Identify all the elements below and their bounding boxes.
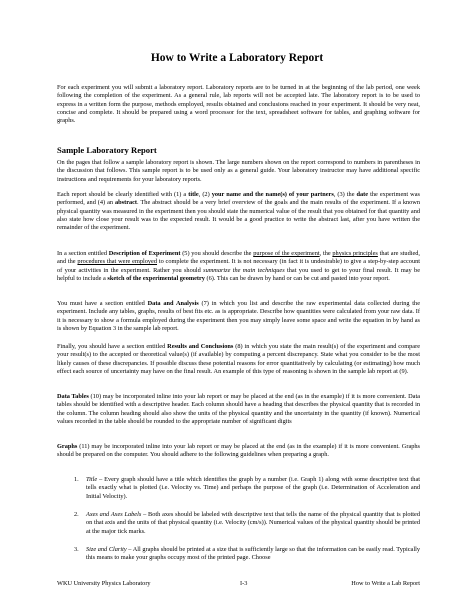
list-number: 2. (74, 511, 79, 518)
term-purpose: purpose of the experiment (253, 250, 320, 257)
text-run: (5) you should describe the (180, 250, 254, 257)
term-graphs: Graphs (57, 443, 78, 450)
list-text: – Every graph should have a title which identifies the graph by a number (i.e. Graph 1) along with some descriptive text that tells exactly what is plotted (i.e. Velocity vs. Time) and perhaps the purpose of the graph (i.e. Determination of Acceleration and Initial Velocity). (86, 476, 420, 500)
text-run: that are studied, and the (57, 250, 420, 266)
footer-page-number: I-3 (240, 580, 248, 587)
text-run: Finally, you should have a section entitled (57, 343, 168, 350)
page-title: How to Write a Laboratory Report (150, 52, 324, 64)
term-data-tables: Data Tables (57, 393, 89, 400)
term-results-and-conclusions: Results and Conclusions (167, 343, 234, 350)
footer-left: WKU University Physics Laboratory (57, 580, 151, 587)
term-sketch: sketch of the experimental geometry (107, 274, 205, 282)
paragraph-data-tables (57, 393, 420, 426)
text-run: (10) may be incorporated inline into your lab report or may be placed at the end (as in the example) if it is more convenient. Data tables should be identified with a descriptive header. Each column should have a heading that describes the physical quantity that is recorded in the column. The column heading should also show the units of the physical quantity and the uncertainty in the quantity (if known). Numerical values recorded in the table should be rounded to the appropriate number of significant digits (57, 393, 420, 425)
text-run: (8) in which you state the main result(s) of the experiment and compare your result(s) to the accepted or theoretical value(s) (if available) by computing a percent discrepancy. State what you consider to be the most likely causes of these discrepancies. If possible discuss these potential reasons for error quantitatively by calculating (or estimating) how much effect each source of uncertainty may have on the final result. An example of this type of reasoning is shown in the sample lab report at (9). (57, 343, 420, 375)
footer-right: How to Write a Lab Report (351, 580, 420, 587)
list-number: 3. (74, 546, 79, 553)
list-text: – Both axes should be labeled with descriptive text that tells the name of the physical quantity that is plotted on that axis and the units of that physical quantity (i.e. Velocity (cm/s)). Numerical values of the physical quantity should be printed at the major tick marks. (86, 511, 420, 535)
term-abstract: abstract (115, 199, 138, 207)
term-procedures: procedures that were employed (77, 258, 158, 266)
intro-paragraph: For each experiment you will submit a laboratory report. Laboratory reports are to be turned in at the beginning of the lab period, one week following the completion of the experiment. As a general rule, lab reports will not be accepted late. The laboratory report is to be used to express in a written form the purpose, methods employed, results obtained and conclusions reached in your experiment. It should be very neat, concise and complete. It should be prepared using a word processor for the text, spreadsheet software for tables, and graphing software for graphs. (57, 84, 420, 125)
paragraph-graphs (57, 443, 420, 460)
term-date: date (356, 191, 369, 198)
list-term: Title (86, 476, 98, 483)
paragraph-description (57, 250, 420, 283)
text-run: the experiment was performed, and (4) an (57, 191, 420, 207)
paragraph-identification (57, 191, 420, 232)
list-item-size-clarity (74, 546, 420, 563)
term-description-of-experiment: Description of Experiment (108, 250, 181, 257)
text-run: , the (319, 250, 333, 257)
text-run: (6). This can be drawn by hand or can be cut and pasted into your report. (204, 274, 390, 282)
text-run: , (2) (198, 191, 212, 198)
text-run: that you used to get to your final result. It may be helpful to include a (57, 266, 420, 282)
list-item-title (74, 476, 420, 501)
paragraph-results (57, 343, 420, 376)
list-item-axes (74, 511, 420, 536)
paragraph-data-analysis (57, 300, 420, 333)
text-run: In a section entitled (57, 250, 109, 257)
term-title: title (188, 191, 199, 198)
list-term: Size and Clarity (86, 546, 127, 553)
term-names: your name and the name(s) of your partners (211, 191, 334, 198)
text-run: You must have a section entitled (57, 300, 148, 307)
section-heading: Sample Laboratory Report (57, 145, 157, 155)
text-run: (11) may be incorporated inline into your lab report or may be placed at the end (as in the example) if it is more convenient. Graphs should be prepared on the computer. You should adhere to the following guidelines when preparing a graph. (57, 443, 420, 459)
text-run: to complete the experiment. It is not necessary (in fact it is undesirable) to give a step-by-step account of your activities in the experiment. Rather you should (57, 258, 420, 274)
text-run: (7) in which you list and describe the raw experimental data collected during the experiment. Include any tables, graphs, results of best fits etc. as is appropriate. Describe how quantities were calculated from your raw data. If it is necessary to show a formula employed during the experiment then you may simply leave some space and write the equation in by hand as is shown by Equation 3 in the sample lab report. (57, 300, 420, 332)
list-term: Axes and Axes Labels (86, 511, 142, 518)
term-main-techniques: summarize the main techniques (203, 266, 285, 274)
text-run: . The abstract should be a very brief overview of the goals and the main results of the experiment. If a known physical quantity was measured in the experiment then you should state the numerical value of the result that you obtained for that quantity and also state how close your result was to the expected result. It would be a good practice to write the abstract last, after you have written the remainder of the experiment. (57, 199, 420, 232)
list-text: – All graphs should be printed at a size that is sufficiently large so that the information can be easily read. Typically this means to make your graphs occupy most of the printed page. Choose (86, 546, 420, 562)
term-physics-principles: physics principles (332, 250, 378, 257)
term-data-and-analysis: Data and Analysis (147, 300, 199, 307)
paragraph-sample-report: On the pages that follow a sample laboratory report is shown. The large numbers shown on the report correspond to numbers in parentheses in the discussion that follows. This sample report is to be used only as a general guide. Your laboratory instructor may have additional specific instructions and requirements for your laboratory reports. (57, 159, 420, 183)
text-run: Each report should be clearly identified with (1) a (57, 191, 189, 198)
text-run: , (3) the (333, 191, 357, 198)
list-number: 1. (74, 476, 79, 483)
